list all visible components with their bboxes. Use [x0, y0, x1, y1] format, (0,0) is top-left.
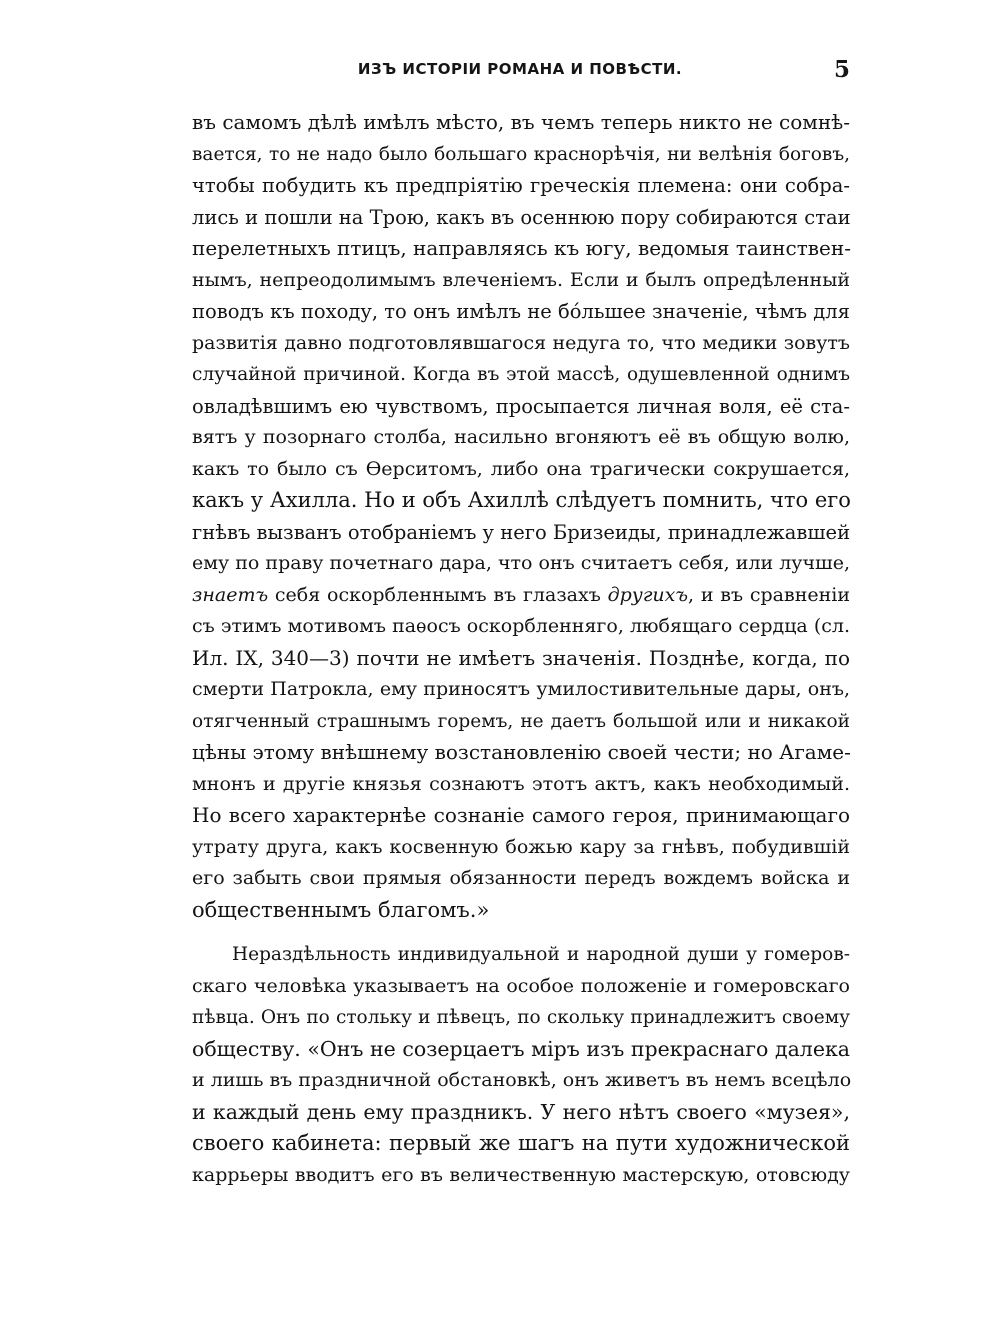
text-line: смерти Патрокла, ему приносятъ умилостивительные дары, онъ,	[192, 678, 850, 700]
text-line: вается, то не надо было большаго краснорѣчія, ни велѣнія боговъ,	[192, 143, 850, 165]
text-line: цѣны этому внѣшнему возстановленію своей чести; но Агаме-	[192, 740, 851, 764]
italic-word: знаетъ	[192, 583, 269, 606]
text-line: вятъ у позорнаго столба, насильно вгоняютъ её въ общую волю,	[192, 426, 850, 448]
text-line: развитія давно подготовлявшагося недуга то, что медики зовутъ	[192, 331, 850, 354]
text-line: обществу. «Онъ не созерцаетъ міръ изъ прекраснаго далека	[192, 1036, 850, 1061]
text-line: ему по праву почетнаго дара, что онъ считаетъ себя, или лучше,	[192, 552, 850, 574]
text-line: чтобы побудить къ предпріятію греческія племена: они собра-	[192, 174, 850, 197]
text-segment: , и въ сравненіи	[688, 583, 851, 606]
paragraph-2	[192, 939, 850, 1191]
text-line: какъ то было съ Ѳерситомъ, либо она трагически сокрушается,	[192, 457, 850, 480]
text-line: лись и пошли на Трою, какъ въ осеннюю пору собираются стаи	[192, 205, 851, 229]
text-line: его забыть свои прямыя обязанности передъ вождемъ войска и	[192, 867, 850, 889]
paragraph-1	[192, 107, 850, 926]
text-line: гнѣвъ вызванъ отобраніемъ у него Бризеиды, принадлежавшей	[192, 520, 851, 544]
text-line: пѣвца. Онъ по стольку и пѣвецъ, по скольку принадлежитъ своему	[192, 1007, 850, 1028]
text-line: поводъ къ походу, то онъ имѣлъ не бо́льшее значеніе, чѣмъ для	[192, 300, 850, 323]
page-number: 5	[833, 56, 850, 83]
text-line: отягченный страшнымъ горемъ, не даетъ большой или и никакой	[192, 710, 850, 732]
text-line-mixed	[192, 580, 850, 612]
text-line: въ самомъ дѣлѣ имѣлъ мѣсто, въ чемъ теперь никто не сомнѣ-	[192, 110, 850, 134]
text-line: общественнымъ благомъ.»	[192, 897, 490, 922]
text-line: мнонъ и другіе князья сознаютъ этотъ актъ, какъ необходимый.	[192, 772, 850, 795]
text-line: перелетныхъ птицъ, направляясь къ югу, ведомыя таинствен-	[192, 236, 851, 260]
paragraph-gap	[192, 926, 850, 939]
text-line: и лишь въ праздничной обстановкѣ, онъ живетъ въ немъ всецѣло	[192, 1069, 852, 1091]
text-line: утрату друга, какъ косвенную божью кару за гнѣвъ, побудившій	[192, 835, 850, 858]
text-line: нымъ, непреодолимымъ влеченіемъ. Если и былъ опредѣленный	[192, 268, 850, 291]
text-line: Нераздѣльность индивидуальной и народной души у гомеров-	[232, 944, 850, 965]
text-segment: себя оскорбленнымъ въ глазахъ	[268, 583, 608, 606]
italic-word: другихъ	[607, 583, 689, 606]
text-line: своего кабинета: первый же шагъ на пути художнической	[192, 1131, 850, 1155]
running-header	[190, 58, 850, 88]
text-line: скаго человѣка указываетъ на особое положеніе и гомеровскаго	[192, 974, 850, 997]
text-line: и каждый день ему праздникъ. У него нѣтъ своего «музея»,	[192, 1099, 850, 1124]
text-line: Ил. IX, 340—3) почти не имѣетъ значенія. Позднѣе, когда, по	[192, 645, 850, 670]
text-line: какъ у Ахилла. Но и объ Ахиллѣ слѣдуетъ помнить, что его	[192, 488, 851, 512]
text-line: случайной причиной. Когда въ этой массѣ, одушевленной однимъ	[192, 364, 850, 385]
text-line: Но всего характернѣе сознаніе самого героя, принимающаго	[192, 803, 850, 827]
running-title: ИЗЪ ИСТОРІИ РОМАНА И ПОВѢСТИ.	[357, 60, 683, 78]
text-line: овладѣвшимъ ею чувствомъ, просыпается личная воля, её ста-	[192, 394, 850, 418]
text-line: каррьеры вводитъ его въ величественную мастерскую, отовсюду	[192, 1163, 850, 1186]
text-line: съ этимъ мотивомъ паѳосъ оскорбленняго, любящаго сердца (сл.	[192, 615, 850, 637]
body-text	[192, 107, 850, 1191]
